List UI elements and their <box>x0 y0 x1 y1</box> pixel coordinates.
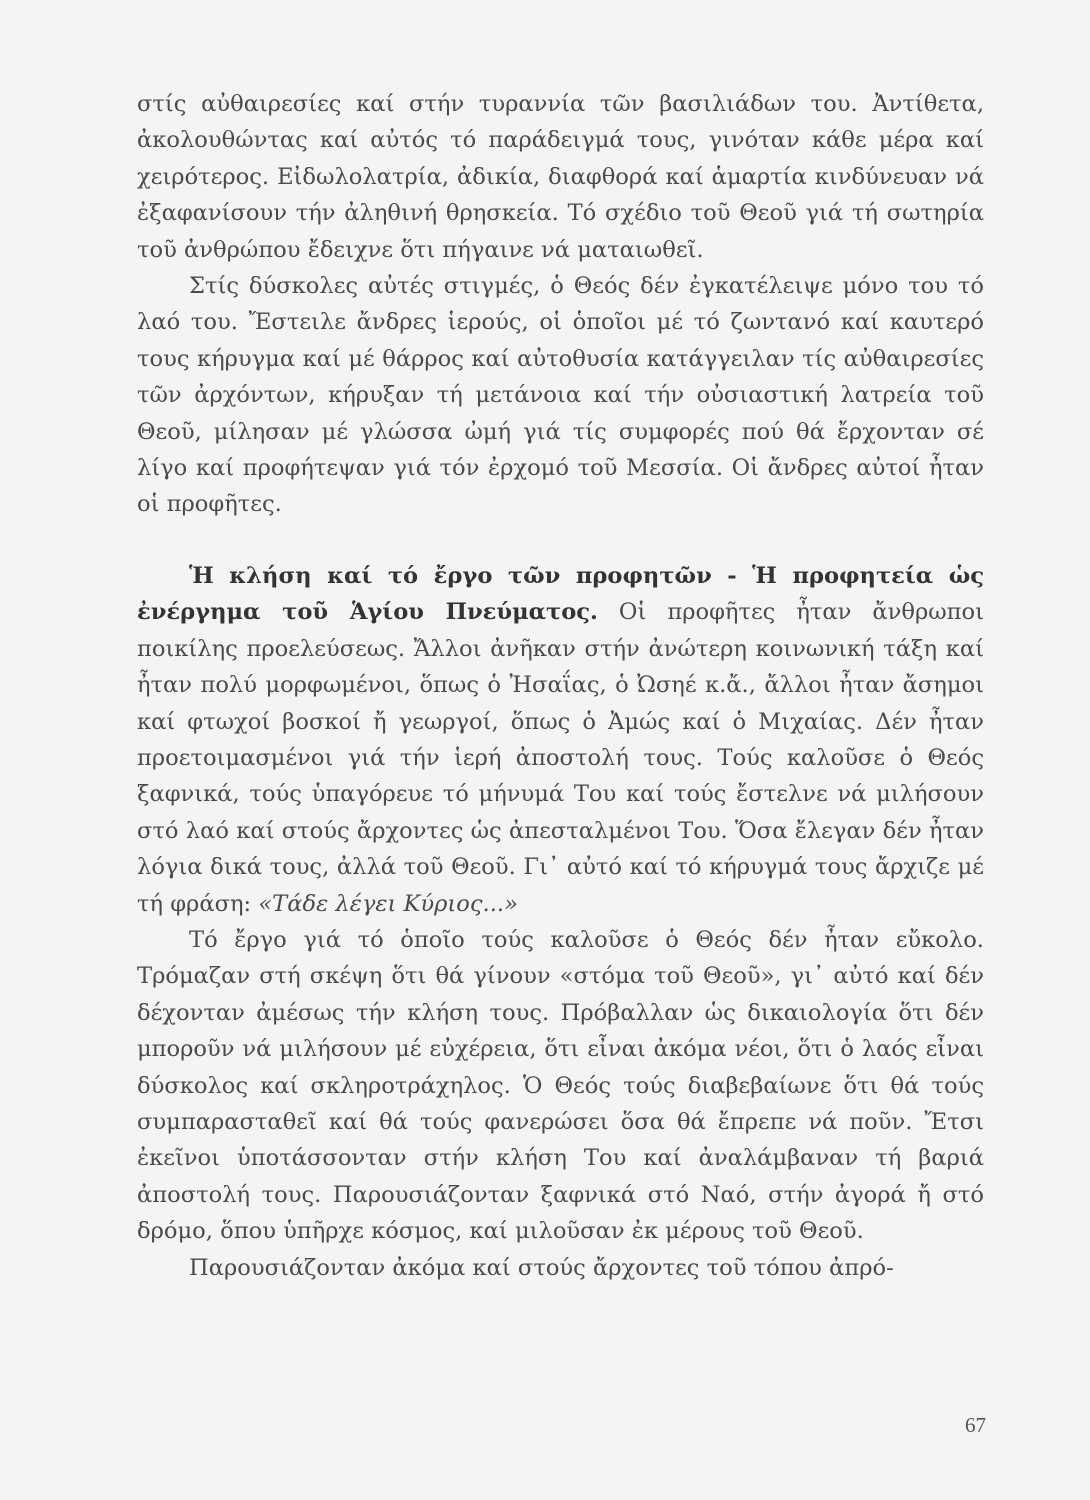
quote-thus-says-the-lord: «Τάδε λέγει Κύριος...» <box>258 890 518 917</box>
section-body-text: Οἱ προφῆτες ἦταν ἄνθρωποι ποικίλης προελεύσεως. Ἄλλοι ἀνῆκαν στήν ἀνώτερη κοινωνική τάξη καί ἦταν πολύ μορφωμένοι, ὅπως ὁ Ἠσαΐας, ὁ Ὠσηέ κ.ἄ., ἄλλοι ἦταν ἄσημοι καί φτωχοί βοσκοί ἤ γεωργοί, ὅπως ὁ Ἀμώς καί ὁ Μιχαίας. Δέν ἦταν προετοιμασμένοι γιά τήν ἱερή ἀποστολή τους. Τούς καλοῦσε ὁ Θεός ξαφνικά, τούς ὑπαγόρευε τό μήνυμά Του καί τούς ἔστελνε νά μιλήσουν στό λαό καί στούς ἄρχοντες ὡς ἀπεσταλμένοι Του. Ὅσα ἔλεγαν δέν ἦταν λόγια δικά τους, ἀλλά τοῦ Θεοῦ. Γι᾽ αὐτό καί τό κήρυγμά τους ἄρχιζε μέ τή φράση: <box>137 599 984 917</box>
paragraph-prophets-sent: Στίς δύσκολες αὐτές στιγμές, ὁ Θεός δέν ἐγκατέλειψε μόνο του τό λαό του. Ἔστειλε ἄνδρες ἱερούς, οἱ ὁποῖοι μέ τό ζωντανό καί καυτερό τους κήρυγμα καί μέ θάρρος καί αὐτοθυσία κατάγγειλαν τίς αὐθαιρεσίες τῶν ἀρχόντων, κήρυξαν τή μετάνοια καί τήν οὐσιαστική λατρεία τοῦ Θεοῦ, μίλησαν μέ γλώσσα ὠμή γιά τίς συμφορές πού θά ἔρχονταν σέ λίγο καί προφήτεψαν γιά τόν ἐρχομό τοῦ Μεσσία. Οἱ ἄνδρες αὐτοί ἦταν οἱ προφῆτες. <box>137 273 984 518</box>
paragraph-calling-of-prophets <box>137 558 984 922</box>
page-number: 67 <box>965 1413 986 1437</box>
section-heading: Ἡ κλήση καί τό ἔργο τῶν προφητῶν - Ἡ προφητεία ὡς ἐνέργημα τοῦ Ἁγίου Πνεύματος. <box>137 562 984 626</box>
paragraph-prophets-work: Τό ἔργο γιά τό ὁποῖο τούς καλοῦσε ὁ Θεός δέν ἦταν εὔκολο. Τρόμαζαν στή σκέψη ὅτι θά γίνουν «στόμα τοῦ Θεοῦ», γι᾽ αὐτό καί δέν δέχονταν ἀμέσως τήν κλήση τους. Πρόβαλλαν ὡς δικαιολογία ὅτι δέν μποροῦν νά μιλήσουν μέ εὐχέρεια, ὅτι εἶναι ἀκόμα νέοι, ὅτι ὁ λαός εἶναι δύσκολος καί σκληροτράχηλος. Ὁ Θεός τούς διαβεβαίωνε ὅτι θά τούς συμπαρασταθεῖ καί θά τούς φανερώσει ὅσα θά ἔπρεπε νά ποῦν. Ἔτσι ἐκεῖνοι ὑποτάσσονταν στήν κλήση Του καί ἀναλάμβαναν τή βαριά ἀποστολή τους. Παρουσιάζονταν ξαφνικά στό Ναό, στήν ἀγορά ἤ στό δρόμο, ὅπου ὑπῆρχε κόσμος, καί μιλοῦσαν ἐκ μέρους τοῦ Θεοῦ. <box>137 926 984 1245</box>
paragraph-continuation: στίς αὐθαιρεσίες καί στήν τυραννία τῶν βασιλιάδων του. Ἀντίθετα, ἀκολουθώντας καί αὐτός τό παράδειγμά τους, γινόταν κάθε μέρα καί χειρότερος. Εἰδωλολατρία, ἀδικία, διαφθορά καί ἁμαρτία κινδύνευαν νά ἐξαφανίσουν τήν ἀληθινή θρησκεία. Τό σχέδιο τοῦ Θεοῦ γιά τή σωτηρία τοῦ ἀνθρώπου ἔδειχνε ὅτι πήγαινε νά ματαιωθεῖ. <box>137 91 984 263</box>
paragraph-continues-next-page: Παρουσιάζονταν ἀκόμα καί στούς ἄρχοντες τοῦ τόπου ἀπρό- <box>189 1254 894 1281</box>
